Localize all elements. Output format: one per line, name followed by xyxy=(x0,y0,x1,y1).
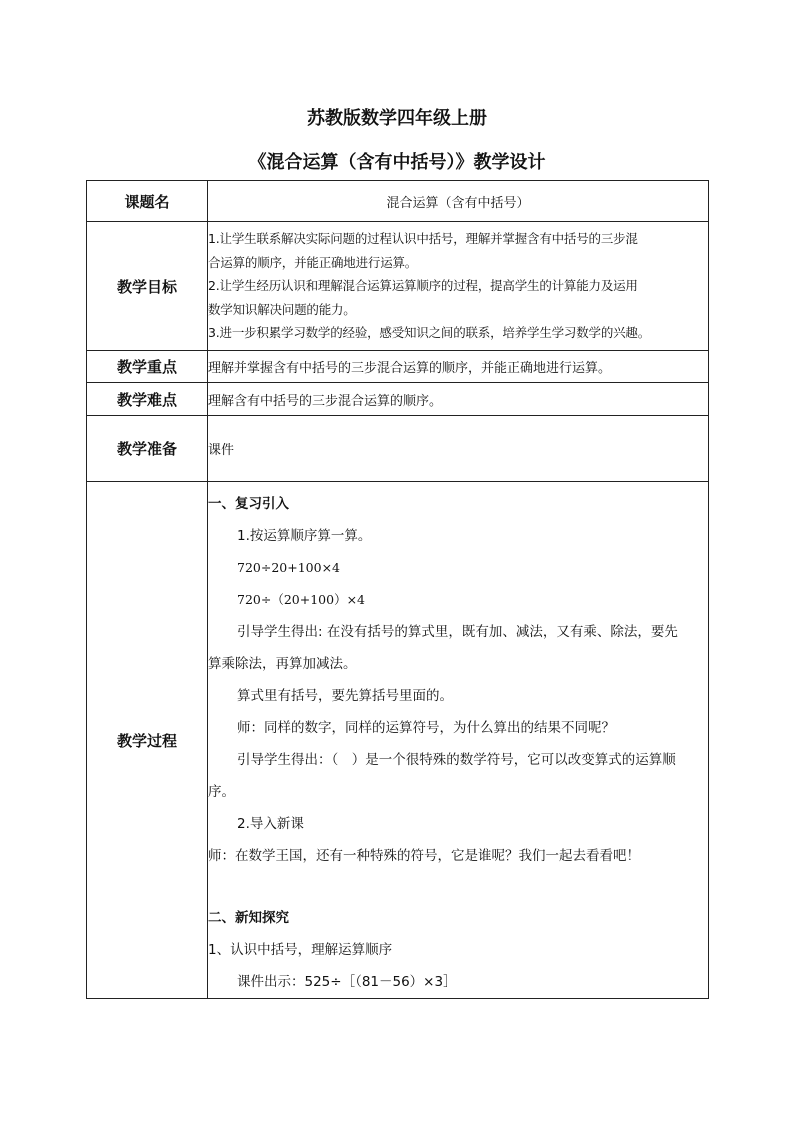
row-objectives xyxy=(87,222,709,351)
expression: 720÷20+100×4 xyxy=(237,560,340,575)
expression: 720÷（20+100）×4 xyxy=(237,592,365,607)
key-points-label: 教学重点 xyxy=(87,351,208,383)
topic-label: 课题名 xyxy=(87,181,208,222)
spacer xyxy=(208,872,708,902)
guide-text: 引导学生得出: 在没有括号的算式里，既有加、减法，又有乘、除法，要先 xyxy=(237,624,678,640)
lesson-plan-table xyxy=(86,180,709,999)
teacher-question: 师：同样的数字，同样的运算符号，为什么算出的结果不同呢？ xyxy=(237,720,615,736)
difficulty-label: 教学难点 xyxy=(87,383,208,416)
objective-line: 3.进一步积累学习数学的经验，感受知识之间的联系，培养学生学习数学的兴趣。 xyxy=(208,325,651,341)
document-subtitle: 《混合运算（含有中括号）》教学设计 xyxy=(248,152,546,173)
step-item: 1.按运算顺序算一算。 xyxy=(237,528,372,544)
key-points-value: 理解并掌握含有中括号的三步混合运算的顺序，并能正确地进行运算。 xyxy=(208,351,709,383)
row-key-points xyxy=(87,351,709,383)
objectives-label: 教学目标 xyxy=(87,222,208,351)
row-difficulty xyxy=(87,383,709,416)
objective-line: 2.让学生经历认识和理解混合运算运算顺序的过程，提高学生的计算能力及运用 xyxy=(208,278,638,294)
topic-value: 混合运算（含有中括号） xyxy=(208,181,709,222)
step-item: 2.导入新课 xyxy=(237,816,304,832)
courseware-text: 课件出示：525÷［（81－56）×3］ xyxy=(237,974,457,990)
row-topic xyxy=(87,181,709,222)
process-cell xyxy=(208,482,709,999)
row-process xyxy=(87,482,709,999)
process-label: 教学过程 xyxy=(87,482,208,999)
teacher-intro: 师：在数学王国，还有一种特殊的符号，它是谁呢？我们一起去看看吧！ xyxy=(208,848,640,864)
guide-text: 引导学生得出：（ ）是一个很特殊的数学符号，它可以改变算式的运算顺 xyxy=(237,752,676,768)
difficulty-value: 理解含有中括号的三步混合运算的顺序。 xyxy=(208,383,709,416)
rule-text: 算式里有括号，要先算括号里面的。 xyxy=(237,688,453,704)
guide-text-continued: 算乘除法，再算加减法。 xyxy=(208,656,357,672)
section-heading-review: 一、复习引入 xyxy=(208,496,289,512)
document-title: 苏教版数学四年级上册 xyxy=(307,108,487,129)
objective-line: 数学知识解决问题的能力。 xyxy=(208,301,356,317)
objectives-cell xyxy=(208,222,709,351)
preparation-value: 课件 xyxy=(208,416,709,482)
row-preparation xyxy=(87,416,709,482)
objective-line: 1.让学生联系解决实际问题的过程认识中括号，理解并掌握含有中括号的三步混 xyxy=(208,231,638,247)
preparation-label: 教学准备 xyxy=(87,416,208,482)
step-item: 1、认识中括号，理解运算顺序 xyxy=(208,942,393,958)
objective-line: 合运算的顺序，并能正确地进行运算。 xyxy=(208,254,418,270)
section-heading-explore: 二、新知探究 xyxy=(208,910,289,926)
guide-text-continued: 序。 xyxy=(208,784,235,800)
